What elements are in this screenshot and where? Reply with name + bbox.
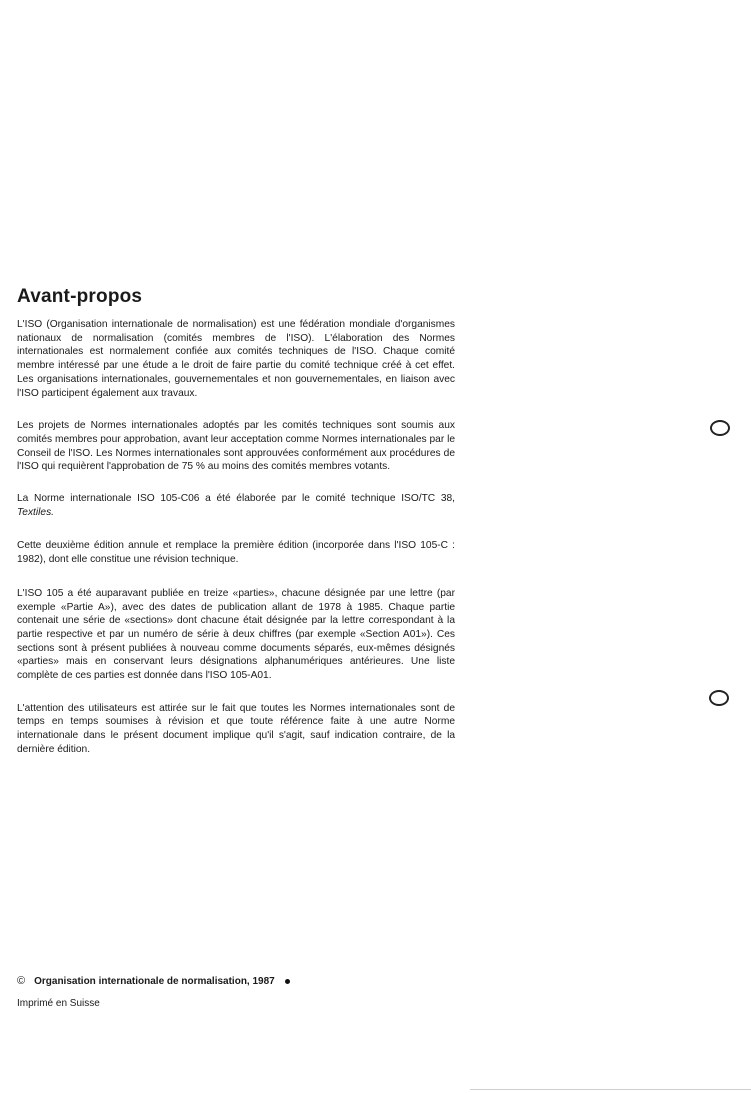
paragraph-iso-organisation: L'ISO (Organisation internationale de normalisation) est une fédération mondiale d'organismes nationaux de normalisation (comités membres de l'ISO). L'élaboration des Normes internationales est normalement confiée aux comités techniques de l'ISO. Chaque comité membre intéressé par une étude a le droit de faire partie du comité technique créé à cet effet. Les organisations internationales, gouvernementales et non gouvernementales, en liaison avec l'ISO participent également aux travaux. <box>17 319 455 399</box>
page-footer <box>17 975 290 1009</box>
punch-hole-icon <box>710 420 730 436</box>
paragraph-technical-committee <box>17 492 455 519</box>
copyright-line <box>17 975 290 987</box>
paragraph-revision-notice: L'attention des utilisateurs est attirée sur le fait que toutes les Normes internationales sont de temps en temps soumises à révision et que toute référence faite à une autre Norme internationale dans le présent document implique qu'il s'agit, sauf indication contraire, de la dernière édition. <box>17 702 455 755</box>
paragraph-edition: Cette deuxième édition annule et remplace la première édition (incorporée dans l'ISO 105-C : 1982), dont elle constitue une révision technique. <box>17 540 455 566</box>
paragraph-draft-standards: Les projets de Normes internationales adoptés par les comités techniques sont soumis aux comités membres pour approbation, avant leur acceptation comme Normes internationales par le Conseil de l'ISO. Les Normes internationales sont approuvées conformément aux procédures de l'ISO qui requièrent l'approbation de 75 % au moins des comités membres votants. <box>17 420 455 473</box>
bullet-icon <box>285 979 290 984</box>
scan-edge-line <box>470 1089 751 1090</box>
foreword-body <box>17 318 455 757</box>
printed-in: Imprimé en Suisse <box>17 998 100 1009</box>
committee-name: Textiles. <box>17 506 54 518</box>
punch-hole-icon <box>709 690 729 706</box>
copyright-icon: © <box>17 975 26 987</box>
committee-text: La Norme internationale ISO 105-C06 a été élaborée par le comité technique ISO/TC 38, <box>17 493 455 505</box>
copyright-text: Organisation internationale de normalisation, 1987 <box>34 975 275 987</box>
page-title: Avant-propos <box>17 286 143 307</box>
paragraph-parts-history: L'ISO 105 a été auparavant publiée en treize «parties», chacune désignée par une lettre (par exemple «Partie A»), avec des dates de publication allant de 1978 à 1985. Chaque partie contenait une série de «sections» dont chacune était désignée par la lettre correspondant à la partie respective et par un numéro de série à deux chiffres (par exemple «Section A01»). Ces sections sont à présent publiées à nouveau comme documents séparés, eux-mêmes désignés «parties» mais en conservant leurs désignations alphanumériques antérieures. Une liste complète de ces parties est donnée dans l'ISO 105-A01. <box>17 587 455 682</box>
